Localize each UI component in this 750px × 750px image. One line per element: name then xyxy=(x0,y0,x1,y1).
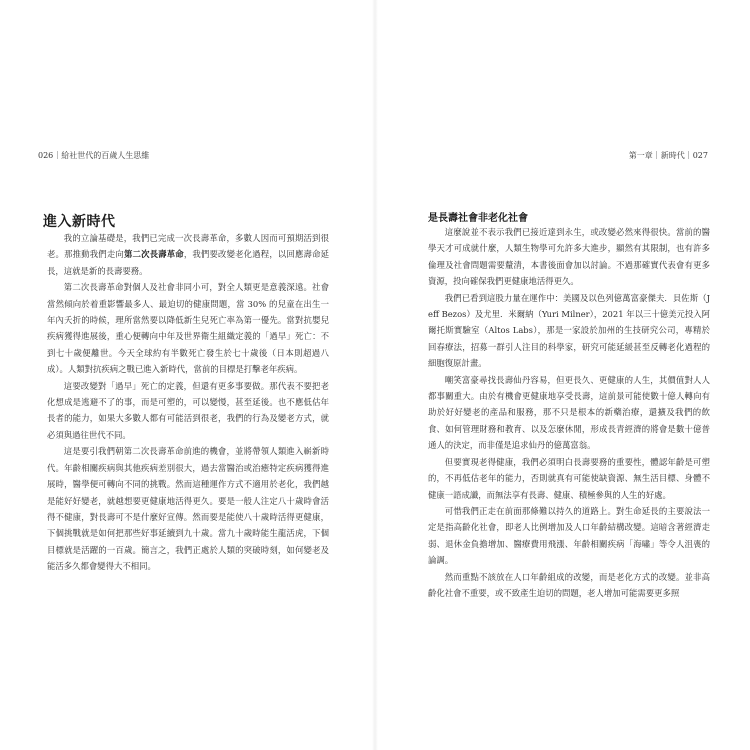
body-text xyxy=(47,230,329,575)
paragraph xyxy=(47,279,329,377)
paragraph xyxy=(428,569,710,602)
paragraph-text: 我的立論基礎是，我們已完成一次長壽革命，多數人因而可預期活到很老。那推動我們走向 xyxy=(47,233,329,260)
page-header: 第一章｜新時代｜027 xyxy=(628,151,708,160)
paragraph-text: 然而重點不該放在人口年齡組成的改變，而是老化方式的改變。並非高齡化社會不重要，或不致產生迫切的問題，老人增加可能需要更多照 xyxy=(428,571,710,598)
paragraph xyxy=(47,443,329,574)
right-page xyxy=(375,0,750,750)
paragraph xyxy=(428,372,710,454)
paragraph xyxy=(428,503,710,569)
paragraph-text: 我們已看到這股力量在運作中：美國及以色列億萬富豪傑夫．貝佐斯（Jeff Bezos）及尤里．米爾納（Yuri Milner），2021 年以三十億美元投入阿爾托斯實驗室（Altos Labs），那是一家設於加州的生技研究公司，專精於回春療法，招募一群引人注目的科學家，研究可能延緩甚至反轉老化過程的細胞復原計畫。 xyxy=(428,292,710,369)
paragraph-text: 這麼說並不表示我們已接近達到永生，或改變必然來得很快。當前的醫學天才可成就什麼，人類生物學可允許多大進步，顯然有其限制，也有許多倫理及社會問題需要釐清，本書後面會加以討論。不過那確實代表會有更多資源，投向確保我們更健康地活得更久。 xyxy=(428,227,710,287)
paragraph-text: 這要改變對「過早」死亡的定義，但還有更多事要做。那代表不要把老化想成是逃避不了的事，而是可塑的，可以變慢，甚至延後。也不應低估年長者的能力，如果大多數人都有可能活到很老，我們的行為及變老方式，就必須與過往世代不同。 xyxy=(47,380,329,440)
paragraph-text: ，我們要改變老化過程，以回應壽命延長，這就是新的長壽要務。 xyxy=(47,249,330,276)
body-text xyxy=(428,224,710,601)
section-title: 進入新時代 xyxy=(43,214,116,230)
emphasis-text: 第二次長壽革命 xyxy=(123,249,184,260)
paragraph xyxy=(47,230,329,279)
paragraph-text: 這是要引我們朝第二次長壽革命前進的機會，並將帶領人類進入嶄新時代。年齡相關疾病與其他疾病差別很大，過去當醫治或治癒特定疾病獲得進展時，醫學便可轉向不同的挑戰。然而這種運作方式不適用於老化，我們越是能好好變老，就越想要更健康地活得更久。要是一般人注定八十歲時會活得不健康，對長壽可不是什麼好宣傳。然而要是能使八十歲時活得更健康，下個挑戰就是如何把那些好事延續到九十歲。當九十歲時能生龍活虎，下個目標就是活躍的一百歲。簡言之，我們正處於人類的突破時刻，如何變老及能活多久都會變得大不相同。 xyxy=(47,446,329,572)
paragraph xyxy=(428,454,710,503)
page-header: 026｜給社世代的百歲人生思維 xyxy=(38,151,150,160)
paragraph-text: 可惜我們正走在前面那條難以持久的道路上。對生命延長的主要說法一定是指高齡化社會，即老人比例增加及人口年齡結構改變。這暗含著經濟走弱、退休金負擔增加、醫療費用飛漲、年齡相關疾病「海嘯」等令人沮喪的論調。 xyxy=(428,505,710,566)
paragraph-text: 第二次長壽革命對個人及社會非同小可，對全人類更是意義深遠。社會當然傾向於着重影響最多人、最迫切的健康問題，當 30% 的兒童在出生一年內夭折的時候，理所當然要以降低新生兒死亡率為第一優先。當對抗嬰兒疾病獲得進展後，重心便轉向中年及世界衛生組織定義的「過早」死亡：不到七十歲便離世。今天全球約有半數死亡發生於七十歲後（日本則超過八成）。人類對抗疾病之戰已進入新時代，當前的目標是打擊老年疾病。 xyxy=(47,282,329,375)
paragraph xyxy=(428,224,710,290)
section-subheading: 是長壽社會非老化社會 xyxy=(428,213,528,224)
paragraph-text: 但要實現老得健康，我們必須明白長壽要務的重要性，體認年齡是可塑的，不再低估老年的能力，否則就真有可能使缺資源、無生活目標、身體不健康一語成讖，而無法享有長壽、健康、積極參與的人生的好處。 xyxy=(428,456,710,500)
paragraph xyxy=(428,290,710,372)
paragraph-text: 嘲笑富豪尋找長壽仙丹容易，但更長久、更健康的人生，其價值對人人都事關重大。由於有機會更健康地享受長壽，這前景可能使數十億人轉向有助於好好變老的產品和服務，那不只是根本的新藥治療，還擴及我們的飲食、如何管理財務和教育、以及怎麼休閒，形成長青經濟的將會是數十億普通人的決定，而非僅是追求仙丹的億萬富翁。 xyxy=(428,374,710,451)
paragraph xyxy=(47,378,329,444)
